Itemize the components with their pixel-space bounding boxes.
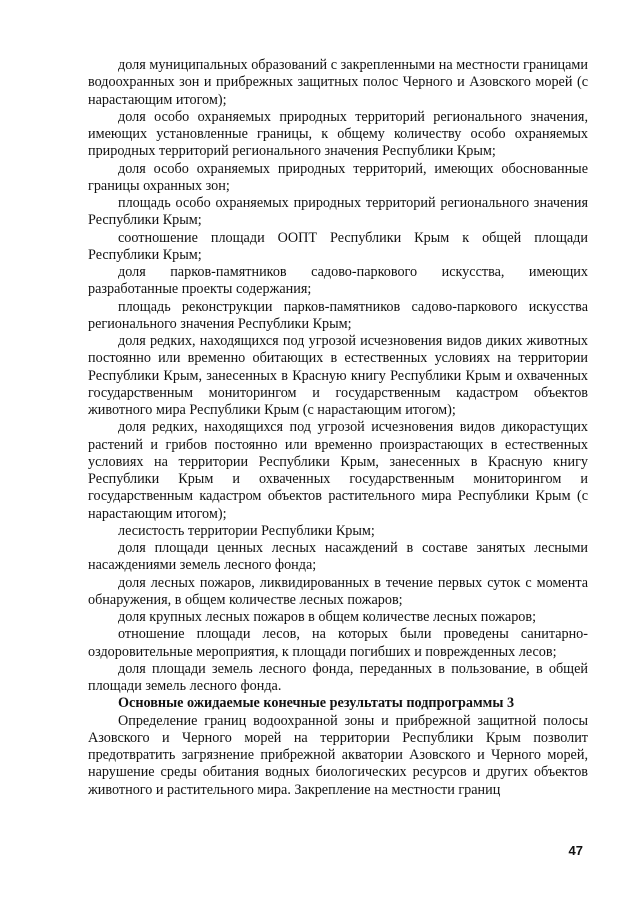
paragraph: доля муниципальных образований с закрепленными на местности границами водоохранных зон и прибрежных защитных полос Черного и Азовского морей (с нарастающим итогом); bbox=[88, 57, 588, 108]
paragraph: доля редких, находящихся под угрозой исчезновения видов дикорастущих растений и грибов постоянно или временно произрастающих в естественных условиях на территории Республики Крым, занесенных в Красную книгу Республики Крым и охваченных государственным мониторингом и государственным кадастром объектов растительного мира Республики Крым (с нарастающим итогом); bbox=[88, 419, 588, 522]
closing-paragraph: Определение границ водоохранной зоны и прибрежной защитной полосы Азовского и Черного морей на территории Республики Крым позволит предотвратить загрязнение прибрежной акватории Азовского и Черного морей, нарушение среды обитания водных биологических ресурсов и других объектов животного и растительного мира. Закрепление на местности границ bbox=[88, 712, 588, 798]
section-heading: Основные ожидаемые конечные результаты подпрограммы 3 bbox=[118, 695, 515, 712]
document-body bbox=[88, 57, 588, 799]
paragraph: соотношение площади ООПТ Республики Крым к общей площади Республики Крым; bbox=[88, 229, 588, 263]
paragraph: площадь реконструкции парков-памятников садово-паркового искусства регионального значения Республики Крым; bbox=[88, 298, 588, 332]
paragraph: площадь особо охраняемых природных территорий регионального значения Республики Крым; bbox=[88, 195, 588, 229]
page-number: 47 bbox=[568, 843, 583, 858]
paragraph: доля парков-памятников садово-паркового искусства, имеющих разработанные проекты содержания; bbox=[88, 264, 588, 298]
paragraph: лесистость территории Республики Крым; bbox=[118, 522, 375, 539]
paragraph: доля площади ценных лесных насаждений в составе занятых лесными насаждениями земель лесного фонда; bbox=[88, 540, 588, 574]
paragraph: доля лесных пожаров, ликвидированных в течение первых суток с момента обнаружения, в общем количестве лесных пожаров; bbox=[88, 574, 588, 608]
paragraph: доля крупных лесных пожаров в общем количестве лесных пожаров; bbox=[118, 609, 537, 625]
paragraph: доля особо охраняемых природных территорий регионального значения, имеющих установленные границы, к общему количеству особо охраняемых природных территорий регионального значения Республики Крым; bbox=[88, 108, 588, 160]
paragraph: отношение площади лесов, на которых были проведены санитарно-оздоровительные мероприятия, к площади погибших и поврежденных лесов; bbox=[88, 626, 588, 660]
paragraph: доля редких, находящихся под угрозой исчезновения видов диких животных постоянно или временно обитающих в естественных условиях на территории Республики Крым, занесенных в Красную книгу Республики Крым и охваченных государственным мониторингом и государственным кадастром объектов животного мира Республики Крым (с нарастающим итогом); bbox=[88, 333, 588, 418]
paragraph: доля площади земель лесного фонда, переданных в пользование, в общей площади земель лесного фонда. bbox=[88, 660, 588, 694]
paragraph: доля особо охраняемых природных территорий, имеющих обоснованные границы охранных зон; bbox=[88, 160, 588, 194]
